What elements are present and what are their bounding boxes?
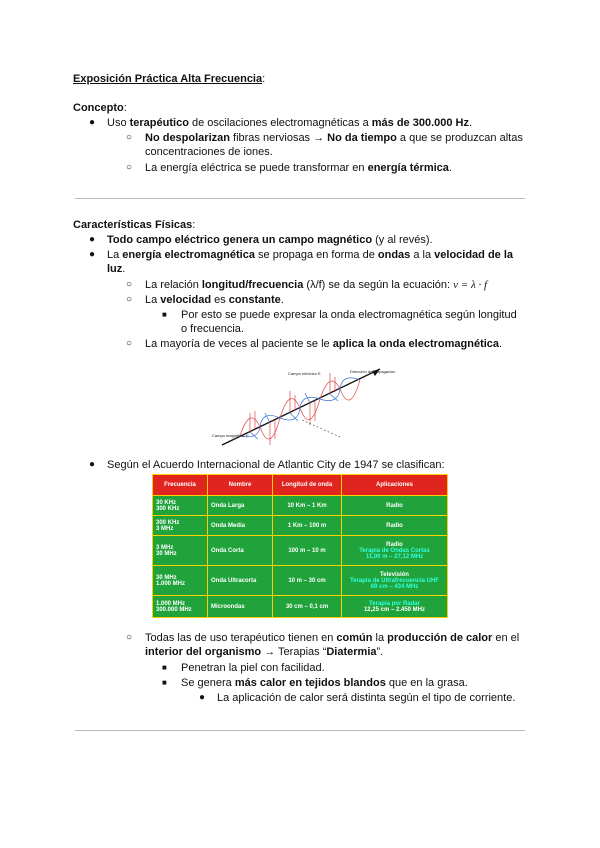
horizontal-divider: [75, 198, 525, 199]
equation: v = λ · f: [453, 279, 488, 291]
table-cell-apps: Radio: [342, 516, 448, 536]
table-cell-name: Onda Larga: [208, 496, 273, 516]
caract-subsub-2: Penetran la piel con facilidad.: [181, 662, 325, 674]
wavelength-marker: [302, 420, 340, 437]
table-cell-freq: 30 MHz 1.000 MHz: [153, 566, 208, 596]
bullet-circle: ○: [126, 632, 133, 643]
document-title: Exposición Práctica Alta Frecuencia:: [73, 73, 266, 85]
bullet-dot: ●: [89, 117, 96, 128]
table-header-cell: Nombre: [208, 475, 273, 496]
table-cell-long: 100 m – 10 m: [273, 536, 342, 566]
label-magnetic: Campo magnético H: [212, 433, 249, 438]
table-cell-name: Onda Ultracorta: [208, 566, 273, 596]
caract-subsub-1-cont: o frecuencia.: [181, 323, 244, 335]
section-heading-concepto: Concepto:: [73, 102, 127, 114]
bullet-circle: ○: [126, 338, 133, 349]
table-header-row: [153, 475, 448, 496]
table-cell-freq: 30 KHz 300 KHz: [153, 496, 208, 516]
em-wave-diagram: [210, 365, 396, 455]
table-cell-long: 30 cm – 0,1 cm: [273, 596, 342, 618]
caract-sub-4-cont: interior del organismo → Terapias “Diatermia”.: [145, 646, 384, 658]
table-row: [153, 596, 448, 618]
bullet-dot: ●: [89, 459, 96, 470]
table-header-cell: Longitud de onda: [273, 475, 342, 496]
table-header-cell: Frecuencia: [153, 475, 208, 496]
bullet-circle: ○: [126, 132, 133, 143]
bullet-dot: ●: [89, 234, 96, 245]
table-cell-apps: Radio Terapia de Ondas Cortas 11,00 m – 27,12 MHz: [342, 536, 448, 566]
table-row: [153, 566, 448, 596]
caract-subsub-3: Se genera más calor en tejidos blandos que en la grasa.: [181, 677, 468, 689]
title-text: Exposición Práctica Alta Frecuencia: [73, 73, 263, 85]
caract-sub-3: La mayoría de veces al paciente se le aplica la onda electromagnética.: [145, 338, 503, 350]
table-header-cell: Aplicaciones: [342, 475, 448, 496]
table-cell-apps: Televisión Terapia de Ultrafrecuencia UHF 69 cm – 434 MHz: [342, 566, 448, 596]
table-row: [153, 496, 448, 516]
bullet-dot: ●: [89, 249, 96, 260]
section-heading-caracteristicas: Características Físicas:: [73, 219, 196, 231]
caract-bullet-2-cont: luz.: [107, 263, 126, 275]
table-cell-apps: Radio: [342, 496, 448, 516]
caract-subsubsub-1: La aplicación de calor será distinta según el tipo de corriente.: [217, 692, 516, 704]
bullet-circle: ○: [126, 279, 133, 290]
concepto-sub-1: No despolarizan fibras nerviosas → No da tiempo a que se produzcan altas: [145, 132, 523, 144]
table-cell-freq: 3 MHz 30 MHz: [153, 536, 208, 566]
table-cell-name: Onda Corta: [208, 536, 273, 566]
caract-bullet-3: Según el Acuerdo Internacional de Atlantic City de 1947 se clasifican:: [107, 459, 445, 471]
horizontal-divider: [75, 730, 525, 731]
table-row: [153, 536, 448, 566]
table-cell-freq: 1.000 MHz 300.000 MHz: [153, 596, 208, 618]
bullet-square: ■: [162, 663, 167, 672]
table-cell-name: Microondas: [208, 596, 273, 618]
concepto-sub-1-cont: concentraciones de iones.: [145, 146, 273, 158]
bullet-dot: ●: [199, 692, 206, 703]
caract-sub-4: Todas las de uso terapéutico tienen en común la producción de calor en el: [145, 632, 520, 644]
concepto-bullet-1: Uso terapéutico de oscilaciones electromagnéticas a más de 300.000 Hz.: [107, 117, 473, 129]
table-cell-apps: Terapia por Radar 12,25 cm – 2.450 MHz: [342, 596, 448, 618]
bullet-square: ■: [162, 678, 167, 687]
bullet-circle: ○: [126, 162, 133, 173]
table-cell-long: 10 Km – 1 Km: [273, 496, 342, 516]
caract-bullet-2: La energía electromagnética se propaga en forma de ondas a la velocidad de la: [107, 249, 514, 261]
table-cell-freq: 300 KHz 3 MHz: [153, 516, 208, 536]
table-cell-name: Onda Media: [208, 516, 273, 536]
table-row: [153, 516, 448, 536]
frequency-table: [152, 474, 448, 618]
caract-bullet-1: Todo campo eléctrico genera un campo magnético (y al revés).: [107, 234, 433, 246]
label-direction: Dirección de propagación: [350, 369, 396, 374]
caract-subsub-1: Por esto se puede expresar la onda electromagnética según longitud: [181, 309, 517, 321]
caract-sub-1: La relación longitud/frecuencia (λ/f) se da según la ecuación: v = λ · f: [145, 279, 488, 291]
bullet-square: ■: [162, 310, 167, 319]
bullet-circle: ○: [126, 294, 133, 305]
table-cell-long: 1 Km – 100 m: [273, 516, 342, 536]
label-electric: Campo eléctrico E: [288, 371, 321, 376]
caract-sub-2: La velocidad es constante.: [145, 294, 284, 306]
concepto-sub-2: La energía eléctrica se puede transformar en energía térmica.: [145, 162, 452, 174]
table-cell-long: 10 m – 30 cm: [273, 566, 342, 596]
